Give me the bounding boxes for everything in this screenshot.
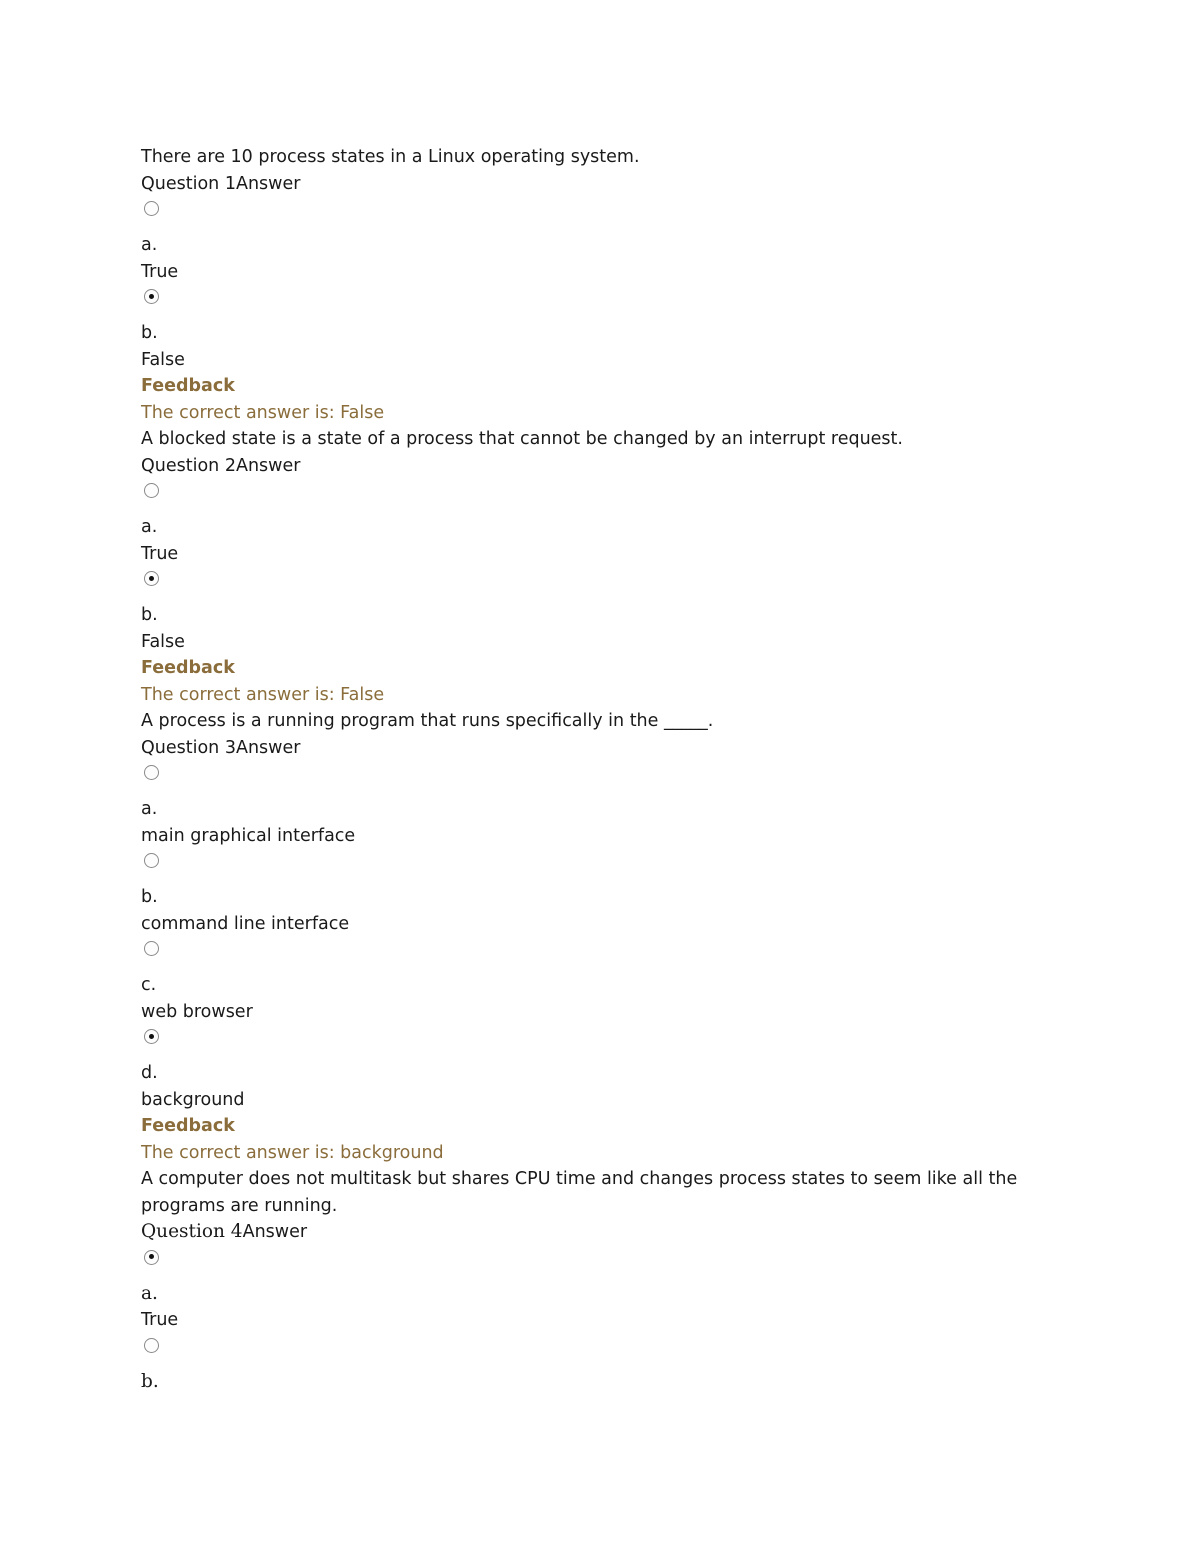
option-letter: b.: [141, 1370, 159, 1392]
feedback-text: The correct answer is: False: [141, 684, 385, 705]
radio-button-checked[interactable]: [144, 289, 159, 304]
option-label: background: [141, 1089, 245, 1110]
option-letter: b.: [141, 887, 158, 907]
question-header: [141, 1219, 1041, 1246]
option-label: False: [141, 631, 185, 652]
feedback-title: Feedback: [141, 1116, 235, 1136]
radio-button[interactable]: [144, 1338, 159, 1353]
question-text: A blocked state is a state of a process that cannot be changed by an interrupt request.: [141, 429, 903, 449]
question-2: [141, 426, 1041, 708]
quiz-document: [141, 144, 1041, 1395]
question-4: [141, 1166, 1041, 1395]
question-3: [141, 708, 1041, 1166]
option-letter: a.: [141, 799, 158, 819]
answer-label: Answer: [242, 1222, 308, 1242]
radio-button-checked[interactable]: [144, 571, 159, 586]
feedback-text: The correct answer is: background: [141, 1142, 444, 1163]
radio-button[interactable]: [144, 765, 159, 780]
option-letter: a.: [141, 235, 158, 255]
question-header: Question 3Answer: [141, 737, 301, 758]
feedback-text: The correct answer is: False: [141, 402, 385, 423]
radio-button[interactable]: [144, 853, 159, 868]
option-letter: b.: [141, 323, 158, 343]
option-letter: a.: [141, 1282, 158, 1304]
option-label: False: [141, 349, 185, 370]
option-letter: b.: [141, 605, 158, 625]
option-label: True: [141, 261, 179, 282]
option-label: True: [141, 543, 179, 564]
radio-button[interactable]: [144, 201, 159, 216]
question-1: [141, 144, 1041, 426]
radio-button[interactable]: [144, 483, 159, 498]
question-header: Question 2Answer: [141, 455, 301, 476]
option-label: main graphical interface: [141, 825, 356, 846]
question-text: A process is a running program that runs specifically in the _____.: [141, 711, 714, 731]
radio-button-checked[interactable]: [144, 1250, 159, 1265]
feedback-title: Feedback: [141, 658, 235, 678]
question-number: Question 4: [141, 1221, 243, 1242]
option-letter: a.: [141, 517, 158, 537]
question-header: Question 1Answer: [141, 173, 301, 194]
question-text: There are 10 process states in a Linux operating system.: [141, 147, 640, 167]
option-letter: d.: [141, 1063, 158, 1083]
question-text: A computer does not multitask but shares CPU time and changes process states to seem like all the programs are running.: [141, 1169, 1018, 1216]
option-letter: c.: [141, 975, 157, 995]
option-label: True: [141, 1310, 179, 1330]
radio-button-checked[interactable]: [144, 1029, 159, 1044]
option-label: web browser: [141, 1001, 253, 1022]
option-label: command line interface: [141, 913, 350, 934]
radio-button[interactable]: [144, 941, 159, 956]
feedback-title: Feedback: [141, 376, 235, 396]
